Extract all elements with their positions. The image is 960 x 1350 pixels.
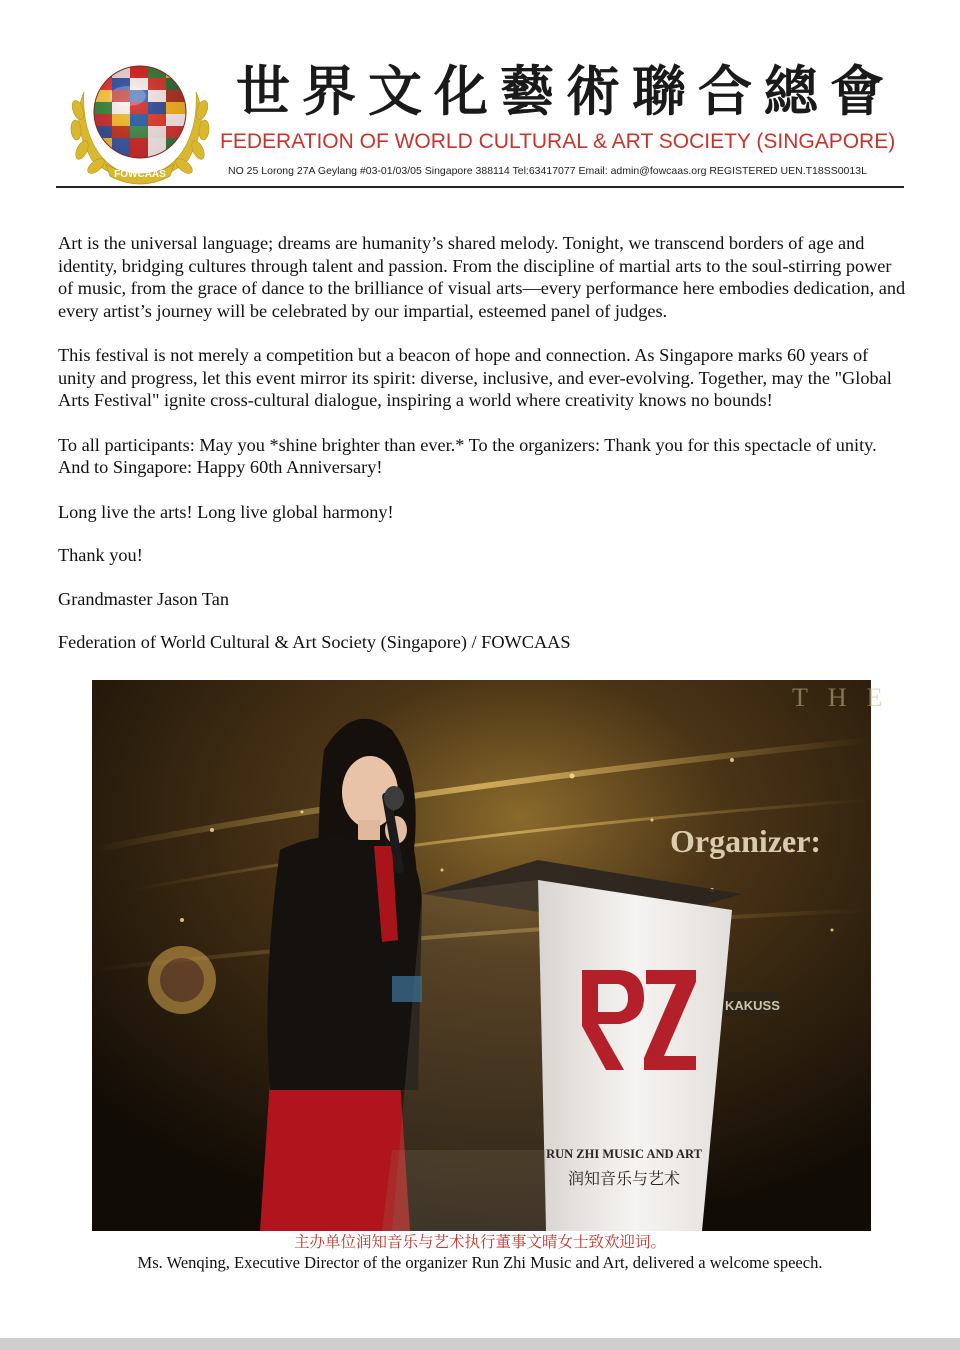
- photo-caption-english: Ms. Wenqing, Executive Director of the organizer Run Zhi Music and Art, delivered a welcome speech.: [137, 1253, 823, 1272]
- letterhead-divider: [56, 186, 904, 188]
- organization-english-name: FEDERATION OF WORLD CULTURAL & ART SOCIETY (SINGAPORE): [220, 130, 896, 153]
- speech-paragraph-3: To all participants: May you *shine brighter than ever.* To the organizers: Thank you for this spectacle of unity. And to Singapore: Happy 60th Anniversary!: [58, 434, 877, 477]
- organization-chinese-name: 世界文化藝術聯合總會: [236, 59, 896, 123]
- speech-paragraph-2: This festival is not merely a competition but a beacon of hope and connection. As Singapore marks 60 years of unity and progress, let this event mirror its spirit: diverse, inclusive, and ever-evolving. Together, may the "Global Arts Festival" ignite cross-cultural dialogue, inspiring a world where creativity knows no bounds!: [58, 345, 892, 410]
- speech-body: [58, 232, 908, 675]
- speech-thanks: Thank you!: [58, 545, 143, 565]
- fowcaas-logo: [62, 52, 218, 186]
- logo-ribbon-text: FOWCAAS: [114, 169, 166, 180]
- speech-paragraph-1: Art is the universal language; dreams are humanity’s shared melody. Tonight, we transcend borders of age and identity, bridging cultures through talent and passion. From the discipline of martial arts to the soul-stirring power of music, from the grace of dance to the brilliance of visual arts—every performance here embodies dedication, and every artist’s journey will be celebrated by our impartial, esteemed panel of judges.: [58, 233, 906, 321]
- screen-organizer-label: Organizer:: [670, 823, 822, 859]
- event-photo: [92, 680, 903, 1231]
- page-bottom-bar: [0, 1338, 960, 1350]
- photo-caption-chinese: 主办单位润知音乐与艺术执行董事文晴女士致欢迎词。: [293, 1233, 666, 1251]
- sponsor-logo-text: KAKUSS: [725, 998, 780, 1013]
- podium-brand-en: RUN ZHI MUSIC AND ART: [546, 1147, 702, 1161]
- speech-closing: Long live the arts! Long live global harmony!: [58, 501, 394, 522]
- signatory-name: Grandmaster Jason Tan: [58, 588, 229, 609]
- podium-brand-cn: 润知音乐与艺术: [567, 1169, 681, 1188]
- signatory-organization: Federation of World Cultural & Art Society (Singapore) / FOWCAAS: [58, 632, 571, 652]
- backdrop-letters: THE: [792, 683, 903, 712]
- organization-address: NO 25 Lorong 27A Geylang #03-01/03/05 Singapore 388114 Tel:63417077 Email: admin@fowcaas.org REGISTERED UEN.T18SS0013L: [228, 165, 867, 177]
